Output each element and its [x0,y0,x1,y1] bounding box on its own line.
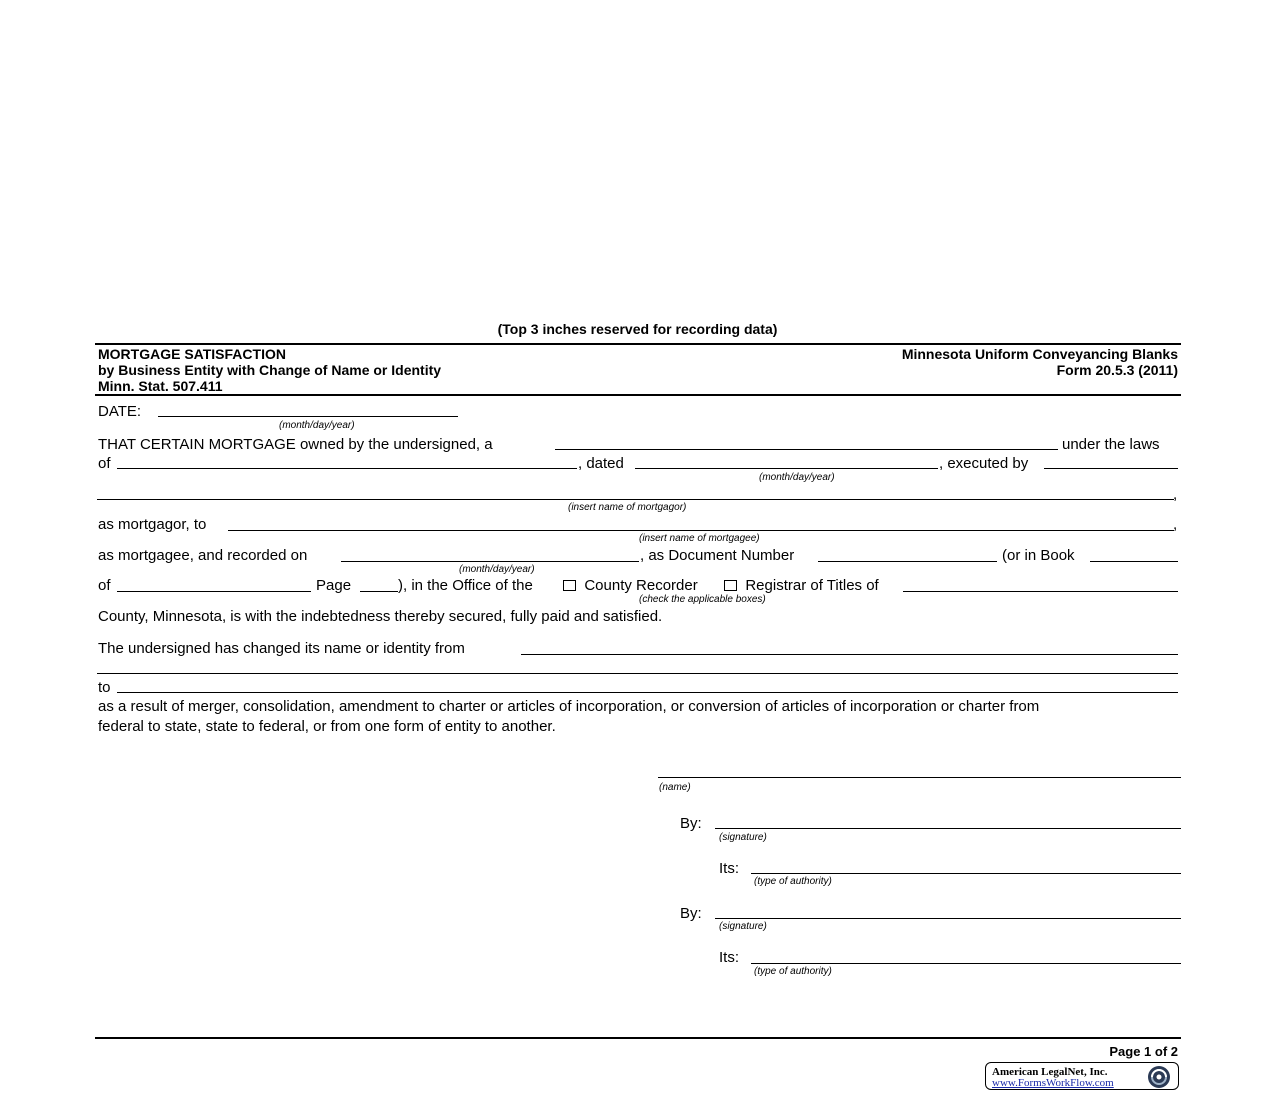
blanks-title: Minnesota Uniform Conveyancing Blanks [901,346,1178,362]
website-link[interactable]: www.FormsWorkFlow.com [992,1077,1114,1089]
header-top-rule [95,343,1181,345]
globe-logo-icon [1142,1064,1176,1090]
document-number-line[interactable] [818,561,997,562]
form-statute: Minn. Stat. 507.411 [98,378,223,394]
county-recorder-label: County Recorder [584,577,698,594]
as-mortgagor-to-label: as mortgagor, to [98,516,207,533]
mortgage-date-line[interactable] [635,468,938,469]
date3-caption: (month/day/year) [459,564,535,575]
page-label: Page [316,577,352,594]
date2-caption: (month/day/year) [759,472,835,483]
name-caption: (name) [659,782,691,793]
mortgagee-caption: (insert name of mortgagee) [639,533,760,544]
form-number: Form 20.5.3 (2011) [1056,362,1178,378]
state-of-laws-line[interactable] [117,468,577,469]
header-bottom-rule [95,394,1181,396]
mortgagor-comma: , [1173,486,1178,503]
to-label: to [98,679,111,696]
former-name-line-2[interactable] [97,673,1178,674]
check-boxes-caption: (check the applicable boxes) [639,594,766,605]
registrar-checkbox[interactable] [724,580,737,591]
county-recorder-checkbox[interactable] [563,580,576,591]
new-name-line[interactable] [117,692,1178,693]
authority-caption-1: (type of authority) [754,876,832,887]
former-name-line[interactable] [521,654,1178,655]
form-subtitle: by Business Entity with Change of Name or Identity [98,362,442,378]
of-label: of [98,455,111,472]
signature-line-1[interactable] [715,828,1181,829]
of-book-label: of [98,577,111,594]
entity-name-line[interactable] [658,777,1181,778]
book-number-line[interactable] [1090,561,1178,562]
mortgage-intro-text: THAT CERTAIN MORTGAGE owned by the undersigned, a [98,436,493,453]
registrar-label: Registrar of Titles of [745,577,879,594]
county-recorder-option[interactable] [563,577,698,594]
result-text-line2: federal to state, state to federal, or from one form of entity to another. [98,718,556,735]
date-label: DATE: [98,403,142,420]
entity-type-line[interactable] [555,449,1058,450]
recorded-on-label: as mortgagee, and recorded on [98,547,308,564]
book-of-line[interactable] [117,591,311,592]
signature-line-2[interactable] [715,918,1181,919]
its-label-1: Its: [719,860,740,877]
company-name: American LegalNet, Inc. [992,1066,1108,1078]
mortgagor-name-line[interactable] [97,499,1174,500]
document-number-label: , as Document Number [640,547,795,564]
date-caption: (month/day/year) [279,420,355,431]
office-of-label: ), in the Office of the [398,577,533,594]
recorded-date-line[interactable] [341,561,639,562]
by-label-1: By: [680,815,702,832]
dated-label: , dated [578,455,624,472]
footer-rule [95,1037,1181,1039]
date-input-line[interactable] [158,416,458,417]
forms-workflow-badge[interactable] [985,1062,1179,1090]
its-label-2: Its: [719,949,740,966]
page-number-line[interactable] [360,591,398,592]
form-title: MORTGAGE SATISFACTION [98,346,286,362]
mortgagee-name-line[interactable] [228,530,1174,531]
by-label-2: By: [680,905,702,922]
signature-caption-2: (signature) [719,921,767,932]
county-name-line[interactable] [903,591,1178,592]
page-number: Page 1 of 2 [1109,1044,1178,1059]
executed-by-line[interactable] [1044,468,1178,469]
name-change-label: The undersigned has changed its name or identity from [98,640,465,657]
executed-by-label: , executed by [939,455,1029,472]
authority-line-2[interactable] [751,963,1181,964]
signature-caption-1: (signature) [719,832,767,843]
recording-note: (Top 3 inches reserved for recording data) [497,321,778,337]
satisfied-statement: County, Minnesota, is with the indebtedness thereby secured, fully paid and satisfied. [98,608,663,625]
mortgagor-caption: (insert name of mortgagor) [568,502,687,513]
result-text-line1: as a result of merger, consolidation, amendment to charter or articles of incorporation, or conversion of articles of incorporation or charter from [98,698,1040,715]
authority-line-1[interactable] [751,873,1181,874]
authority-caption-2: (type of authority) [754,966,832,977]
under-laws-text: under the laws [1062,436,1160,453]
mortgagee-comma: , [1173,516,1178,533]
registrar-option[interactable] [724,577,879,594]
in-book-label: (or in Book [1002,547,1075,564]
